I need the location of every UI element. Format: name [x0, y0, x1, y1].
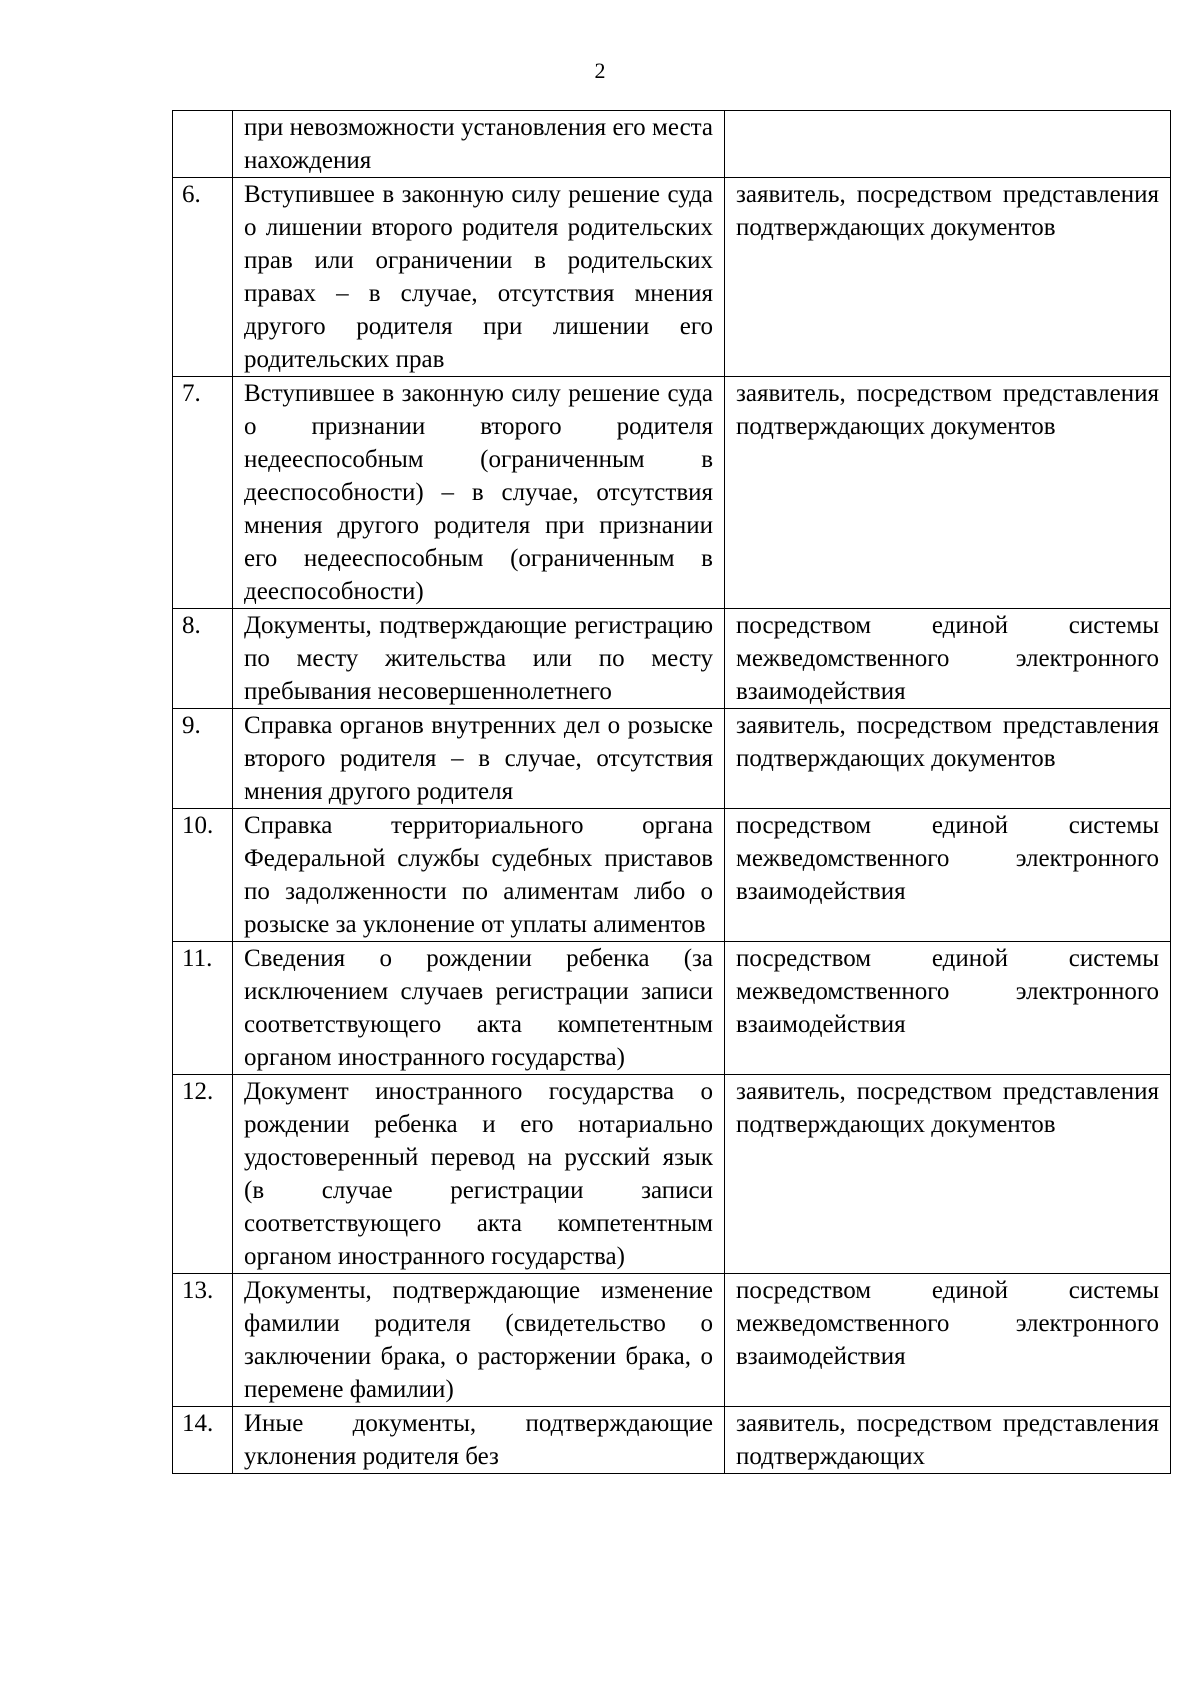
row-number: 6.	[173, 178, 233, 377]
row-method: заявитель, посредством представления подтверждающих документов	[725, 178, 1171, 377]
row-method: посредством единой системы межведомственного электронного взаимодействия	[725, 942, 1171, 1075]
table-row	[173, 809, 1171, 942]
row-number: 7.	[173, 377, 233, 609]
row-number: 10.	[173, 809, 233, 942]
row-method: заявитель, посредством представления подтверждающих документов	[725, 1075, 1171, 1274]
row-method: посредством единой системы межведомственного электронного взаимодействия	[725, 609, 1171, 709]
row-number: 9.	[173, 709, 233, 809]
row-number	[173, 111, 233, 178]
table-row	[173, 709, 1171, 809]
row-method: заявитель, посредством представления подтверждающих документов	[725, 377, 1171, 609]
row-number: 12.	[173, 1075, 233, 1274]
row-description: Справка территориального органа Федеральной службы судебных приставов по задолженности по алиментам либо о розыске за уклонение от уплаты алиментов	[233, 809, 725, 942]
table-row	[173, 609, 1171, 709]
row-method: заявитель, посредством представления подтверждающих	[725, 1407, 1171, 1474]
row-description: Документ иностранного государства о рождении ребенка и его нотариально удостоверенный перевод на русский язык (в случае регистрации записи соответствующего акта компетентным органом иностранного государства)	[233, 1075, 725, 1274]
row-description: Документы, подтверждающие регистрацию по месту жительства или по месту пребывания несовершеннолетнего	[233, 609, 725, 709]
documents-table	[172, 110, 1171, 1474]
row-description: Иные документы, подтверждающие уклонения родителя без	[233, 1407, 725, 1474]
table-row	[173, 1407, 1171, 1474]
row-number: 11.	[173, 942, 233, 1075]
row-number: 8.	[173, 609, 233, 709]
table-row	[173, 1075, 1171, 1274]
row-description: Сведения о рождении ребенка (за исключением случаев регистрации записи соответствующего акта компетентным органом иностранного государства)	[233, 942, 725, 1075]
row-description: при невозможности установления его места нахождения	[233, 111, 725, 178]
row-description: Документы, подтверждающие изменение фамилии родителя (свидетельство о заключении брака, о расторжении брака, о перемене фамилии)	[233, 1274, 725, 1407]
row-method	[725, 111, 1171, 178]
table-row	[173, 111, 1171, 178]
row-method: заявитель, посредством представления подтверждающих документов	[725, 709, 1171, 809]
row-description: Вступившее в законную силу решение суда о лишении второго родителя родительских прав или ограничении в родительских правах – в случае, отсутствия мнения другого родителя при лишении его родительских прав	[233, 178, 725, 377]
row-description: Справка органов внутренних дел о розыске второго родителя – в случае, отсутствия мнения другого родителя	[233, 709, 725, 809]
row-description: Вступившее в законную силу решение суда о признании второго родителя недееспособным (ограниченным в дееспособности) – в случае, отсутствия мнения другого родителя при признании его недееспособным (ограниченным в дееспособности)	[233, 377, 725, 609]
row-number: 14.	[173, 1407, 233, 1474]
table-row	[173, 178, 1171, 377]
row-method: посредством единой системы межведомственного электронного взаимодействия	[725, 1274, 1171, 1407]
page-number: 2	[594, 58, 606, 83]
table-row	[173, 942, 1171, 1075]
table-row	[173, 1274, 1171, 1407]
row-number: 13.	[173, 1274, 233, 1407]
row-method: посредством единой системы межведомственного электронного взаимодействия	[725, 809, 1171, 942]
table-row	[173, 377, 1171, 609]
